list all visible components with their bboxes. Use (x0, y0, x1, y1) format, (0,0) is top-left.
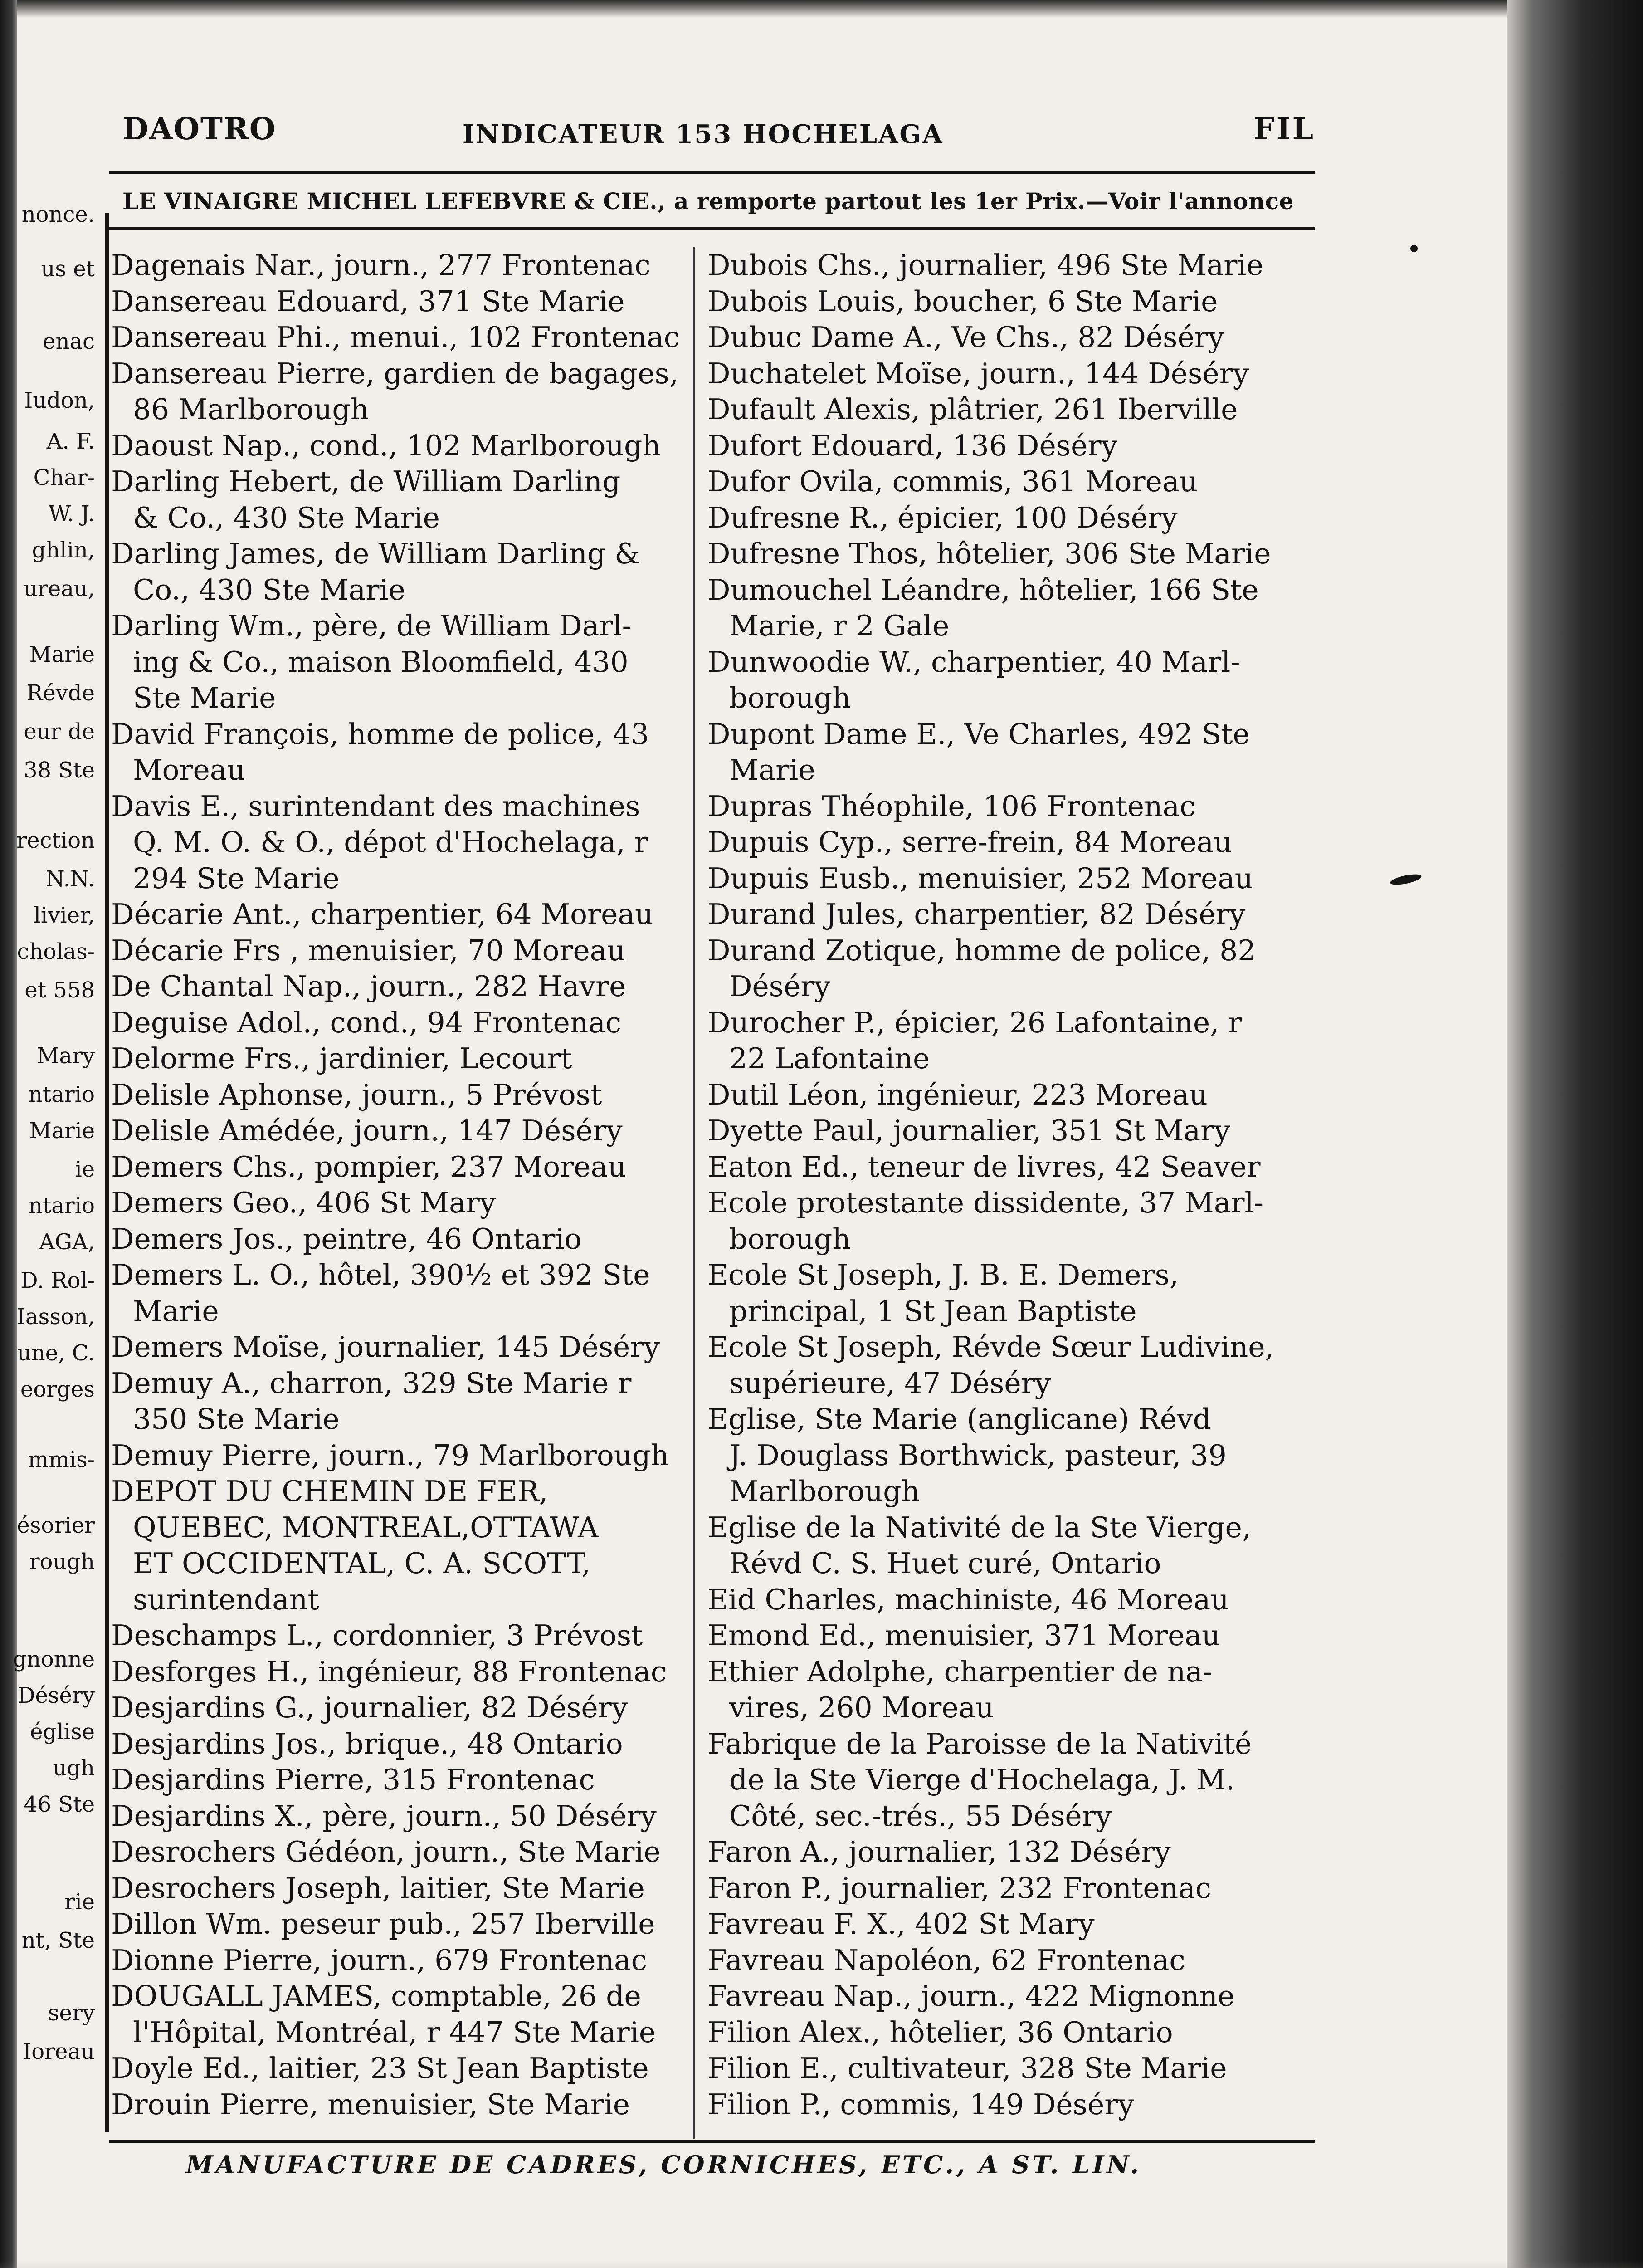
directory-entry (707, 2050, 1315, 2087)
margin-fragment: gnonne (13, 1647, 95, 1672)
directory-entry (707, 536, 1315, 572)
margin-fragment: eur de (24, 719, 95, 744)
entry-line: Deguise Adol., cond., 94 Frontenac (111, 1006, 622, 1039)
directory-entry (111, 1365, 683, 1437)
ad-banner: LE VINAIGRE MICHEL LEFEBVRE & CIE., a remporte partout les 1er Prix.—Voir l'annonce (122, 188, 1294, 215)
entry-line: David François, homme de police, 43 (111, 717, 649, 751)
directory-entry (707, 428, 1315, 464)
entry-line: Fabrique de la Paroisse de la Nativité (707, 1727, 1252, 1760)
directory-entry (707, 2087, 1315, 2123)
directory-entry (707, 1510, 1315, 1582)
entry-line: Favreau Nap., journ., 422 Mignonne (707, 1980, 1235, 2013)
directory-entry (111, 1077, 683, 1113)
entry-line: Duchatelet Moïse, journ., 144 Déséry (707, 357, 1249, 390)
scan-edge-top (0, 0, 1643, 18)
entry-line: Dubois Chs., journalier, 496 Ste Marie (707, 249, 1263, 282)
header-rule (109, 171, 1315, 174)
entry-line: Desrochers Gédéon, journ., Ste Marie (111, 1835, 661, 1868)
directory-entry (707, 1185, 1315, 1257)
entry-continuation: ET OCCIDENTAL, C. A. SCOTT, (133, 1547, 591, 1580)
entry-line: Dillon Wm. peseur pub., 257 Iberville (111, 1907, 655, 1941)
entry-line: Desjardins G., journalier, 82 Déséry (111, 1691, 628, 1724)
entry-line: Durocher P., épicier, 26 Lafontaine, r (707, 1006, 1242, 1039)
directory-entry (111, 1329, 683, 1365)
entry-continuation: supérieure, 47 Déséry (729, 1366, 1051, 1400)
margin-fragment: Iudon, (24, 388, 95, 413)
entry-continuation: vires, 260 Moreau (729, 1691, 994, 1724)
directory-entry (707, 247, 1315, 284)
entry-line: Dupras Théophile, 106 Frontenac (707, 789, 1196, 823)
entry-line: Dufault Alexis, plâtrier, 261 Iberville (707, 393, 1238, 426)
entry-continuation: & Co., 430 Ste Marie (133, 501, 440, 534)
directory-entry (111, 608, 683, 716)
directory-entry (707, 896, 1315, 933)
margin-fragment: une, C. (17, 1340, 95, 1366)
margin-fragment: ntario (28, 1193, 95, 1218)
directory-entry (111, 1113, 683, 1149)
directory-entry (111, 1798, 683, 1834)
margin-fragment: 46 Ste (24, 1792, 95, 1817)
entry-continuation: borough (729, 1222, 851, 1256)
entry-line: Décarie Frs , menuisier, 70 Moreau (111, 934, 625, 967)
entry-continuation: principal, 1 St Jean Baptiste (729, 1294, 1137, 1328)
ad-rule (109, 227, 1315, 230)
directory-entry (111, 1257, 683, 1329)
entry-line: Ecole St Joseph, Révde Sœur Ludivine, (707, 1330, 1274, 1364)
entry-line: Daoust Nap., cond., 102 Marlborough (111, 429, 661, 462)
entry-line: Ecole St Joseph, J. B. E. Demers, (707, 1258, 1179, 1291)
entry-line: Filion P., commis, 149 Déséry (707, 2087, 1135, 2121)
directory-entry (111, 1942, 683, 1979)
entry-line: Durand Zotique, homme de police, 82 (707, 934, 1256, 967)
entry-continuation: 350 Ste Marie (133, 1403, 340, 1436)
entry-line: Faron A., journalier, 132 Déséry (707, 1835, 1171, 1868)
entry-line: Doyle Ed., laitier, 23 St Jean Baptiste (111, 2052, 649, 2085)
directory-entry (111, 1690, 683, 1726)
entry-line: Darling Wm., père, de William Darl- (111, 609, 632, 642)
entry-line: DEPOT DU CHEMIN DE FER, (111, 1475, 548, 1508)
entry-continuation: Co., 430 Ste Marie (133, 573, 405, 606)
directory-entry (707, 1401, 1315, 1510)
entry-line: Desjardins X., père, journ., 50 Déséry (111, 1799, 657, 1833)
entry-line: Dufort Edouard, 136 Déséry (707, 429, 1118, 462)
margin-fragment: us et (41, 256, 95, 282)
directory-entry (707, 1834, 1315, 1870)
margin-fragment: Mary (37, 1043, 95, 1069)
margin-fragment: livier, (34, 903, 95, 928)
directory-entry (707, 1978, 1315, 2014)
margin-fragment: Marie (29, 1118, 95, 1144)
margin-fragment: Déséry (18, 1683, 95, 1708)
directory-entry (707, 2014, 1315, 2051)
entry-continuation: Marlborough (729, 1475, 920, 1508)
entry-continuation: Révd C. S. Huet curé, Ontario (729, 1547, 1161, 1580)
margin-fragment: ghlin, (32, 538, 95, 563)
margin-fragment: AGA, (39, 1229, 95, 1255)
entry-continuation: Marie (133, 1294, 219, 1328)
directory-entry (707, 284, 1315, 320)
entry-line: Dupuis Eusb., menuisier, 252 Moreau (707, 861, 1253, 895)
entry-continuation: Marie, r 2 Gale (729, 609, 950, 642)
entry-line: Demers Jos., peintre, 46 Ontario (111, 1222, 582, 1256)
entry-line: Desrochers Joseph, laitier, Ste Marie (111, 1871, 645, 1905)
directory-entry (707, 788, 1315, 825)
entry-continuation: surintendant (133, 1583, 319, 1616)
entry-line: Dumouchel Léandre, hôtelier, 166 Ste (707, 573, 1259, 606)
margin-fragment: rough (29, 1549, 95, 1574)
directory-entry (707, 1329, 1315, 1401)
entry-line: De Chantal Nap., journ., 282 Havre (111, 970, 626, 1003)
margin-fragment: ugh (53, 1755, 95, 1781)
directory-entry (707, 933, 1315, 1005)
entry-line: Durand Jules, charpentier, 82 Déséry (707, 898, 1246, 931)
entry-line: Dansereau Phi., menui., 102 Frontenac (111, 321, 680, 354)
head-left-guide: DAOTRO (122, 111, 277, 147)
directory-entry (707, 824, 1315, 860)
entry-line: Ethier Adolphe, charpentier de na- (707, 1655, 1213, 1688)
directory-entry (707, 1113, 1315, 1149)
directory-entry (111, 1978, 683, 2050)
entry-continuation: 22 Lafontaine (729, 1042, 930, 1075)
entry-continuation: 294 Ste Marie (133, 861, 340, 895)
entry-continuation: 86 Marlborough (133, 393, 369, 426)
margin-fragment: et 558 (24, 978, 95, 1003)
entry-line: Eglise, Ste Marie (anglicane) Révd (707, 1403, 1211, 1436)
entry-line: Demers Geo., 406 St Mary (111, 1186, 496, 1219)
entry-line: Dupuis Cyp., serre-frein, 84 Moreau (707, 826, 1232, 859)
directory-entry (707, 1726, 1315, 1834)
margin-fragment: rection (16, 828, 95, 853)
entry-line: Dutil Léon, ingénieur, 223 Moreau (707, 1078, 1208, 1111)
directory-entry (111, 1726, 683, 1762)
margin-fragment: A. F. (46, 429, 95, 454)
entry-line: Emond Ed., menuisier, 371 Moreau (707, 1619, 1220, 1652)
margin-fragment: nt, Ste (21, 1928, 95, 1953)
directory-entry (111, 716, 683, 788)
entry-line: Delisle Amédée, journ., 147 Déséry (111, 1114, 623, 1147)
entry-continuation: de la Ste Vierge d'Hochelaga, J. M. (729, 1763, 1235, 1796)
entry-continuation: Moreau (133, 753, 245, 787)
directory-entry (707, 1906, 1315, 1942)
directory-entry (111, 2087, 683, 2123)
margin-fragment: sery (48, 2000, 95, 2026)
directory-entry (111, 2050, 683, 2087)
margin-fragment: nonce. (21, 202, 95, 227)
scan-edge-right (1507, 0, 1643, 2268)
margin-fragment: enac (43, 329, 95, 354)
directory-entry (111, 788, 683, 897)
directory-entry (111, 1005, 683, 1041)
directory-entry (111, 428, 683, 464)
margin-fragment: eorges (20, 1377, 95, 1402)
directory-entry (707, 1654, 1315, 1726)
entry-line: Dansereau Pierre, gardien de bagages, (111, 357, 678, 390)
margin-fragment: ntario (28, 1082, 95, 1107)
directory-entry (707, 1942, 1315, 1979)
ink-smudge (1389, 872, 1422, 887)
entry-line: Demuy A., charron, 329 Ste Marie r (111, 1366, 632, 1400)
entry-line: Dansereau Edouard, 371 Ste Marie (111, 284, 625, 318)
entry-line: Desforges H., ingénieur, 88 Frontenac (111, 1655, 667, 1688)
directory-entry (111, 356, 683, 428)
directory-entry (111, 1437, 683, 1474)
entry-line: Dubois Louis, boucher, 6 Ste Marie (707, 284, 1218, 318)
directory-entry (707, 1257, 1315, 1329)
directory-entry (111, 464, 683, 536)
directory-entry (111, 968, 683, 1005)
entry-line: Delisle Aphonse, journ., 5 Prévost (111, 1078, 602, 1111)
entry-line: Faron P., journalier, 232 Frontenac (707, 1871, 1212, 1905)
margin-fragment: rie (64, 1889, 95, 1915)
running-head (122, 111, 1315, 161)
entry-continuation: ing & Co., maison Bloomfield, 430 (133, 645, 629, 679)
right-column (707, 247, 1315, 2122)
margin-rule (105, 213, 109, 2132)
entry-line: Dionne Pierre, journ., 679 Frontenac (111, 1943, 647, 1977)
directory-entry (707, 1005, 1315, 1077)
left-column (111, 247, 683, 2122)
directory-entry (111, 1654, 683, 1690)
previous-page-margin (0, 181, 102, 2087)
entry-line: Dunwoodie W., charpentier, 40 Marl- (707, 645, 1240, 679)
entry-continuation: borough (729, 681, 851, 714)
margin-fragment: Révde (26, 680, 95, 706)
entry-line: Dubuc Dame A., Ve Chs., 82 Déséry (707, 321, 1224, 354)
entry-line: Favreau F. X., 402 St Mary (707, 1907, 1095, 1941)
entry-line: Favreau Napoléon, 62 Frontenac (707, 1943, 1185, 1977)
entry-line: Darling Hebert, de William Darling (111, 465, 621, 498)
entry-line: Demers Moïse, journalier, 145 Déséry (111, 1330, 660, 1364)
margin-fragment: mmis- (28, 1447, 95, 1472)
entry-line: Décarie Ant., charpentier, 64 Moreau (111, 898, 653, 931)
directory-entry (707, 319, 1315, 356)
entry-line: Desjardins Pierre, 315 Frontenac (111, 1763, 595, 1796)
directory-entry (707, 1077, 1315, 1113)
margin-fragment: Marie (29, 642, 95, 667)
directory-entry (111, 1149, 683, 1185)
head-right-guide: FIL (1253, 111, 1315, 147)
margin-fragment: ureau, (23, 576, 95, 601)
directory-entry (111, 1473, 683, 1618)
entry-line: Demers Chs., pompier, 237 Moreau (111, 1150, 626, 1183)
directory-entry (111, 1906, 683, 1942)
directory-entry (707, 1870, 1315, 1906)
entry-line: Dufresne Thos, hôtelier, 306 Ste Marie (707, 537, 1271, 570)
directory-entry (707, 391, 1315, 428)
directory-entry (707, 572, 1315, 644)
directory-entry (707, 1582, 1315, 1618)
margin-fragment: cholas- (17, 939, 95, 964)
entry-line: Eid Charles, machiniste, 46 Moreau (707, 1583, 1229, 1616)
entry-line: Filion E., cultivateur, 328 Ste Marie (707, 2052, 1227, 2085)
entry-continuation: Q. M. O. & O., dépot d'Hochelaga, r (133, 826, 648, 859)
entry-line: DOUGALL JAMES, comptable, 26 de (111, 1980, 641, 2013)
entry-line: Drouin Pierre, menuisier, Ste Marie (111, 2087, 630, 2121)
margin-fragment: ie (75, 1157, 95, 1182)
directory-entry (111, 1221, 683, 1257)
directory-entry (707, 644, 1315, 716)
entry-line: Darling James, de William Darling & (111, 537, 640, 570)
directory-entry (707, 500, 1315, 536)
entry-line: Dyette Paul, journalier, 351 St Mary (707, 1114, 1230, 1147)
footer-rule (109, 2140, 1315, 2143)
directory-entry (707, 716, 1315, 788)
directory-entry (111, 1762, 683, 1798)
directory-entry (707, 464, 1315, 500)
entry-line: Dufor Ovila, commis, 361 Moreau (707, 465, 1198, 498)
ink-speck (1410, 245, 1418, 252)
entry-continuation: J. Douglass Borthwick, pasteur, 39 (729, 1438, 1227, 1472)
directory-entry (707, 1149, 1315, 1185)
entry-line: Deschamps L., cordonnier, 3 Prévost (111, 1619, 643, 1652)
entry-line: Davis E., surintendant des machines (111, 789, 640, 823)
entry-line: Ecole protestante dissidente, 37 Marl- (707, 1186, 1263, 1219)
entry-continuation: l'Hôpital, Montréal, r 447 Ste Marie (133, 2015, 656, 2049)
entry-line: Eglise de la Nativité de la Ste Vierge, (707, 1510, 1251, 1544)
scan-edge-bottom (0, 2260, 1643, 2268)
margin-fragment: Iasson, (17, 1304, 95, 1330)
directory-entry (111, 1834, 683, 1870)
entry-line: Dupont Dame E., Ve Charles, 492 Ste (707, 717, 1250, 751)
margin-fragment: Ioreau (23, 2039, 95, 2064)
entry-continuation: Ste Marie (133, 681, 276, 714)
entry-continuation: QUEBEC, MONTREAL,OTTAWA (133, 1510, 599, 1544)
entry-line: Dufresne R., épicier, 100 Déséry (707, 501, 1178, 534)
margin-fragment: ésorier (17, 1513, 95, 1538)
directory-entry (111, 284, 683, 320)
margin-fragment: 38 Ste (24, 758, 95, 783)
entry-continuation: Déséry (729, 970, 831, 1003)
entry-line: Demuy Pierre, journ., 79 Marlborough (111, 1438, 669, 1472)
directory-entry (111, 319, 683, 356)
margin-fragment: N.N. (45, 866, 95, 892)
entry-line: Demers L. O., hôtel, 390½ et 392 Ste (111, 1258, 650, 1291)
directory-entry (111, 247, 683, 284)
directory-entry (111, 1618, 683, 1654)
entry-line: Dagenais Nar., journ., 277 Frontenac (111, 249, 651, 282)
directory-entry (707, 356, 1315, 392)
footer-ad: MANUFACTURE DE CADRES, CORNICHES, ETC., A ST. LIN. (186, 2150, 1142, 2179)
entry-line: Delorme Frs., jardinier, Lecourt (111, 1042, 572, 1075)
head-title: INDICATEUR 153 HOCHELAGA (463, 119, 944, 149)
entry-continuation: Marie (729, 753, 815, 787)
entry-line: Eaton Ed., teneur de livres, 42 Seaver (707, 1150, 1261, 1183)
margin-fragment: église (30, 1719, 95, 1745)
margin-fragment: W. J. (48, 501, 95, 527)
directory-entry (707, 860, 1315, 897)
directory-entry (707, 1618, 1315, 1654)
directory-entry (111, 896, 683, 933)
directory-entry (111, 536, 683, 608)
margin-fragment: D. Rol- (20, 1268, 95, 1293)
directory-entry (111, 1870, 683, 1906)
column-divider (693, 247, 695, 2139)
directory-entry (111, 1185, 683, 1221)
entry-line: Filion Alex., hôtelier, 36 Ontario (707, 2015, 1173, 2049)
directory-entry (111, 1041, 683, 1077)
margin-fragment: Char- (33, 465, 95, 490)
directory-entry (111, 933, 683, 969)
entry-line: Desjardins Jos., brique., 48 Ontario (111, 1727, 623, 1760)
entry-continuation: Côté, sec.-trés., 55 Déséry (729, 1799, 1112, 1833)
